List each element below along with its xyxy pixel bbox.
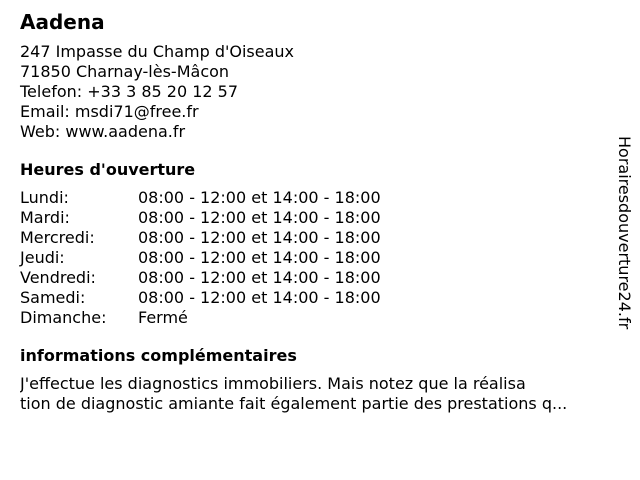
hours-time: 08:00 - 12:00 et 14:00 - 18:00 (138, 208, 381, 227)
hours-title: Heures d'ouverture (20, 160, 196, 179)
business-name: Aadena (20, 10, 105, 34)
web-line: Web: www.aadena.fr (20, 122, 186, 141)
address-line-1: 247 Impasse du Champ d'Oiseaux (20, 42, 295, 61)
hours-time: Fermé (138, 308, 188, 327)
hours-time: 08:00 - 12:00 et 14:00 - 18:00 (138, 268, 381, 287)
hours-day: Mardi: (20, 208, 70, 227)
address-line-2: 71850 Charnay-lès-Mâcon (20, 62, 230, 81)
hours-time: 08:00 - 12:00 et 14:00 - 18:00 (138, 288, 381, 307)
hours-time: 08:00 - 12:00 et 14:00 - 18:00 (138, 248, 381, 267)
hours-day: Samedi: (20, 288, 86, 307)
email-line: Email: msdi71@free.fr (20, 102, 199, 121)
hours-row-friday (20, 268, 600, 288)
info-title: informations complémentaires (20, 346, 297, 365)
site-watermark: Horairesdouverture24.fr (615, 136, 634, 330)
hours-row-wednesday (20, 228, 600, 248)
business-card (20, 10, 600, 414)
hours-day: Lundi: (20, 188, 69, 207)
hours-row-monday (20, 188, 600, 208)
hours-day: Mercredi: (20, 228, 95, 247)
hours-row-saturday (20, 288, 600, 308)
hours-day: Dimanche: (20, 308, 107, 327)
hours-day: Vendredi: (20, 268, 96, 287)
hours-row-sunday (20, 308, 600, 328)
hours-row-thursday (20, 248, 600, 268)
phone-line: Telefon: +33 3 85 20 12 57 (20, 82, 239, 101)
hours-time: 08:00 - 12:00 et 14:00 - 18:00 (138, 188, 381, 207)
info-text-line-2: tion de diagnostic amiante fait également partie des prestations q... (20, 394, 568, 413)
hours-day: Jeudi: (20, 248, 65, 267)
info-text-line-1: J'effectue les diagnostics immobiliers. Mais notez que la réalisa (20, 374, 526, 393)
hours-row-tuesday (20, 208, 600, 228)
hours-time: 08:00 - 12:00 et 14:00 - 18:00 (138, 228, 381, 247)
